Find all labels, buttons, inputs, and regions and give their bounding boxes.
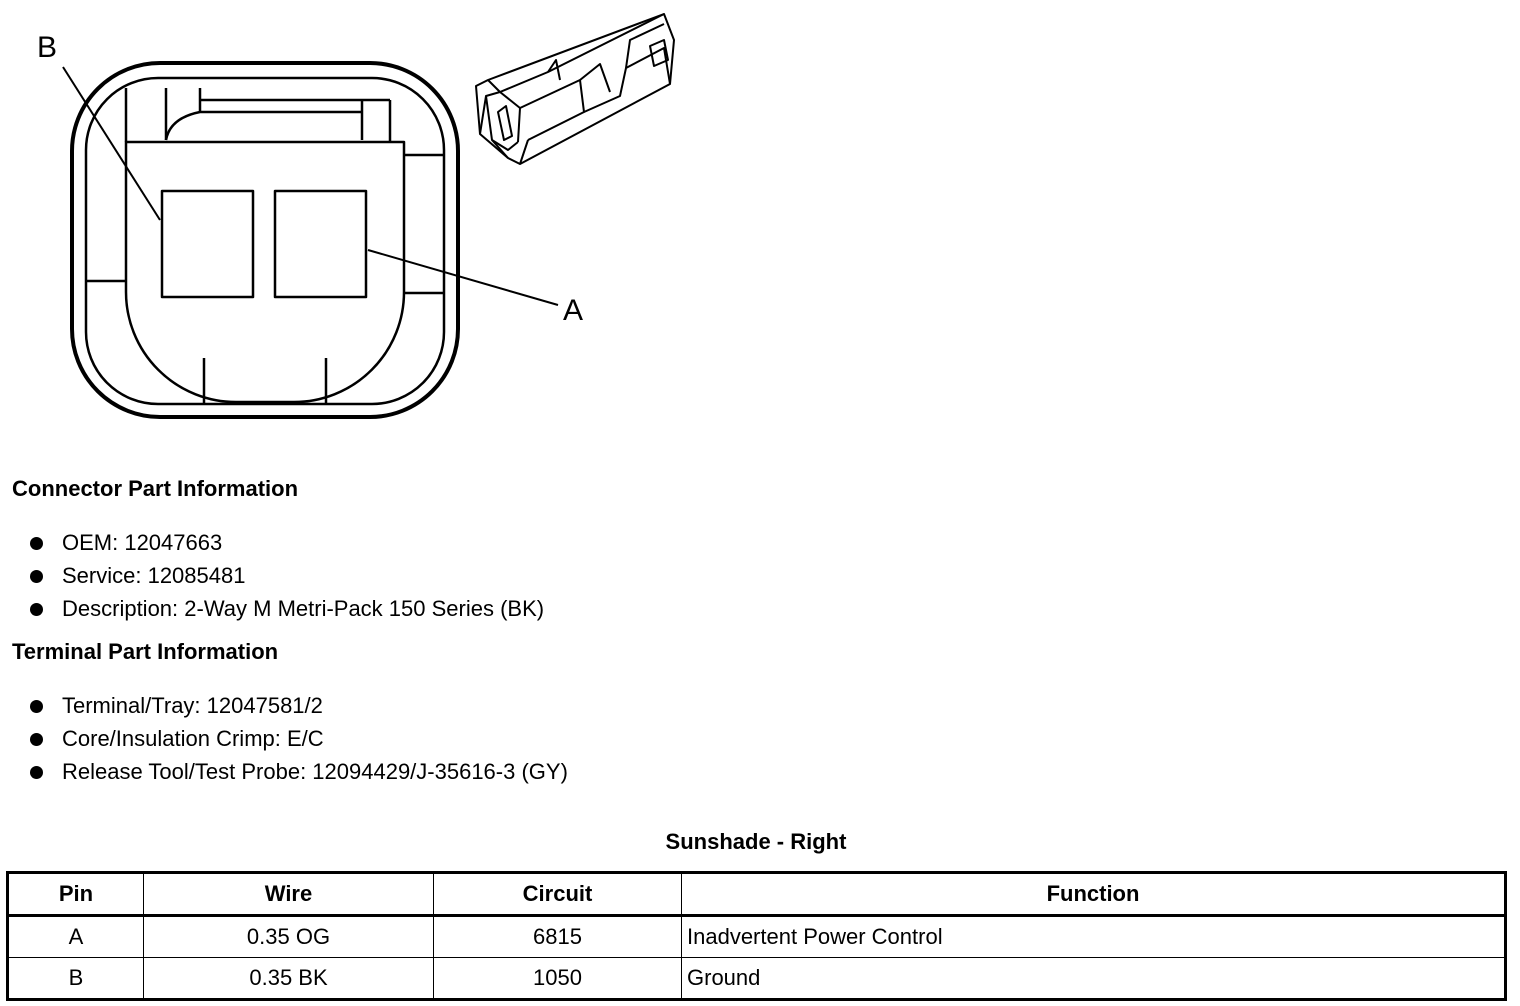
bullet-icon bbox=[30, 766, 43, 779]
pin-label-b: B bbox=[37, 31, 58, 64]
bullet-icon bbox=[30, 733, 43, 746]
header-pin: Pin bbox=[8, 873, 144, 916]
list-item-text: Terminal/Tray: 12047581/2 bbox=[62, 693, 323, 718]
list-item-text: OEM: 12047663 bbox=[62, 530, 223, 555]
connector-3d-view bbox=[476, 14, 674, 164]
list-item bbox=[28, 529, 544, 562]
cell-circuit: 6815 bbox=[434, 916, 682, 958]
terminal-part-list bbox=[28, 692, 568, 791]
connector-part-list bbox=[28, 529, 544, 628]
terminal-cavity-a bbox=[275, 191, 366, 297]
cell-pin: A bbox=[8, 916, 144, 958]
leader-line-a bbox=[368, 250, 558, 305]
list-item-text: Service: 12085481 bbox=[62, 563, 246, 588]
table-row bbox=[8, 916, 1506, 958]
cell-circuit: 1050 bbox=[434, 958, 682, 1000]
bullet-icon bbox=[30, 700, 43, 713]
header-function: Function bbox=[682, 873, 1506, 916]
cell-function: Inadvertent Power Control bbox=[682, 916, 1506, 958]
cell-wire: 0.35 OG bbox=[144, 916, 434, 958]
leader-line-b bbox=[63, 67, 160, 220]
connector-cavity bbox=[126, 142, 404, 402]
list-item bbox=[28, 595, 544, 628]
list-item bbox=[28, 692, 568, 725]
pin-label-a: A bbox=[563, 294, 584, 327]
header-wire: Wire bbox=[144, 873, 434, 916]
table-header-row bbox=[8, 873, 1506, 916]
pinout-table bbox=[6, 871, 1507, 1001]
connector-part-heading: Connector Part Information bbox=[12, 476, 299, 501]
table-row bbox=[8, 958, 1506, 1000]
bullet-icon bbox=[30, 570, 43, 583]
terminal-cavity-b bbox=[162, 191, 253, 297]
list-item-text: Release Tool/Test Probe: 12094429/J-35616-3 (GY) bbox=[62, 759, 568, 784]
terminal-part-heading: Terminal Part Information bbox=[12, 639, 279, 664]
bullet-icon bbox=[30, 603, 43, 616]
cell-pin: B bbox=[8, 958, 144, 1000]
connector-outer-housing bbox=[72, 63, 458, 417]
connector-diagram bbox=[0, 0, 700, 440]
list-item bbox=[28, 758, 568, 791]
header-circuit: Circuit bbox=[434, 873, 682, 916]
list-item-text: Description: 2-Way M Metri-Pack 150 Series (BK) bbox=[62, 596, 545, 621]
bullet-icon bbox=[30, 537, 43, 550]
list-item bbox=[28, 725, 568, 758]
list-item-text: Core/Insulation Crimp: E/C bbox=[62, 726, 324, 751]
cell-function: Ground bbox=[682, 958, 1506, 1000]
table-title: Sunshade - Right bbox=[665, 829, 847, 854]
cell-wire: 0.35 BK bbox=[144, 958, 434, 1000]
list-item bbox=[28, 562, 544, 595]
